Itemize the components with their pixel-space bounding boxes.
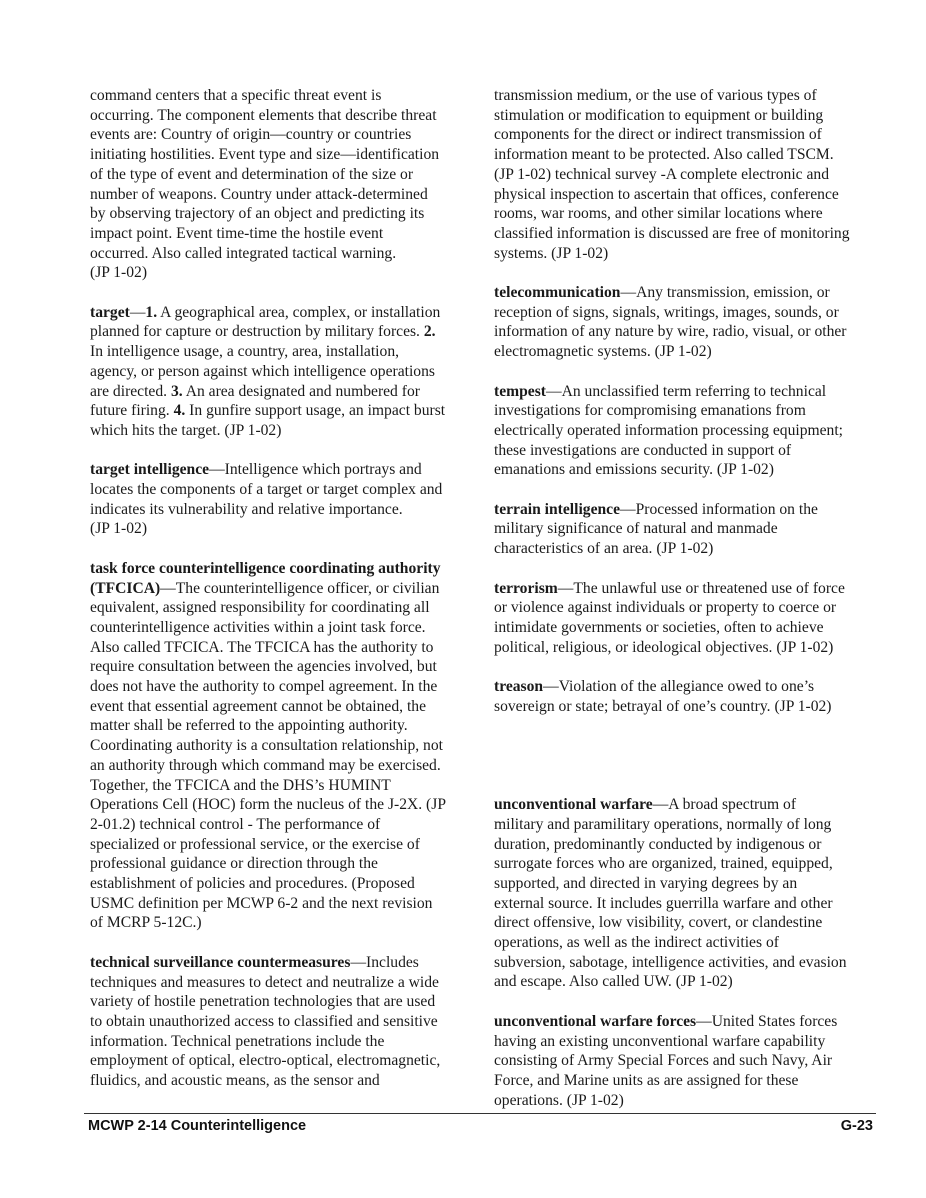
glossary-entry-unconventional-warfare: unconventional warfare—A broad spectrum of military and paramilitary operations, normally of long duration, predominantly conducted by indigenous or surrogate forces who are organized, trained, equipped, supported, and directed in varying degrees by an external source. It includes guerrilla warfare and other direct offensive, low visibility, covert, or clandestine operations, as well as the indirect activities of subversion, sabotage, intelligence activities, and evasion and escape. Also called UW. (JP 1-02) — [494, 795, 872, 992]
text-line: reception of signs, signals, writings, images, sounds, or — [494, 303, 839, 321]
continued-definition — [494, 86, 872, 263]
column-spacer — [494, 736, 872, 795]
footer-divider — [84, 1113, 876, 1114]
text-line: Coordinating authority is a consultation relationship, not — [90, 737, 443, 755]
text-line: these investigations are conducted in support of — [494, 441, 792, 459]
text-line: and escape. Also called UW. (JP 1-02) — [494, 973, 733, 991]
text-line: impact point. Event time-time the hostile event — [90, 224, 384, 242]
text-line: of the type of event and determination of the size or — [90, 165, 414, 183]
text-line: employment of optical, electro-optical, electromagnetic, — [90, 1052, 441, 1070]
glossary-term-abbrev: (TFCICA) — [90, 579, 161, 597]
text-line: military significance of natural and manmade — [494, 520, 778, 538]
text-line: does not have the authority to compel agreement. In the — [90, 678, 438, 696]
text-line: electrically operated information processing equipment; — [494, 421, 844, 439]
text-line: initiating hostilities. Event type and size—identification — [90, 146, 440, 164]
text-line: event that essential agreement cannot be obtained, the — [90, 697, 426, 715]
text-line: direct offensive, low visibility, covert, or clandestine — [494, 914, 823, 932]
text-line: subversion, sabotage, intelligence activities, and evasion — [494, 953, 847, 971]
text-line: (JP 1-02) technical survey -A complete electronic and — [494, 165, 829, 183]
page-number: G-23 — [840, 1118, 873, 1134]
text-line: duration, predominantly conducted by indigenous or — [494, 835, 822, 853]
glossary-entry-terrain-intelligence: terrain intelligence—Processed information on the military significance of natural and manmade characteristics of an area. (JP 1-02) — [494, 500, 872, 559]
glossary-term: unconventional warfare — [494, 796, 653, 814]
text-line: require consultation between the agencies involved, but — [90, 658, 437, 676]
text-line: counterintelligence activities within a joint task force. — [90, 618, 426, 636]
text-line: sovereign or state; betrayal of one’s country. (JP 1-02) — [494, 697, 832, 715]
text-line: Together, the TFCICA and the DHS’s HUMINT — [90, 776, 391, 794]
right-column — [494, 86, 872, 1130]
text-line: consisting of Army Special Forces and such Navy, Air — [494, 1052, 833, 1070]
glossary-term: unconventional warfare forces — [494, 1012, 697, 1030]
text-line: rooms, war rooms, and other similar locations where — [494, 205, 823, 223]
text-line: In intelligence usage, a country, area, installation, — [90, 343, 400, 361]
text-line: variety of hostile penetration technologies that are used — [90, 993, 436, 1011]
text-line: occurring. The component elements that describe threat — [90, 106, 437, 124]
glossary-term: target — [90, 303, 130, 321]
text-line: occurred. Also called integrated tactical warning. — [90, 244, 397, 262]
text-line: surrogate forces who are organized, trained, equipped, — [494, 855, 833, 873]
glossary-entry-tempest: tempest—An unclassified term referring to technical investigations for compromising emanations from electrically operated information processing equipment; these investigations are conducted in support of emanations and emissions security. (JP 1-02) — [494, 382, 872, 481]
text-line: operations, as well as the indirect activities of — [494, 934, 779, 952]
text-line: techniques and measures to detect and neutralize a wide — [90, 973, 439, 991]
text-line: (JP 1-02) — [90, 520, 148, 538]
continued-definition — [90, 86, 466, 283]
text-line: Also called TFCICA. The TFCICA has the authority to — [90, 638, 434, 656]
glossary-term: terrorism — [494, 579, 558, 597]
text-line: or violence against individuals or property to coerce or — [494, 599, 837, 617]
text-line: events are: Country of origin—country or countries — [90, 126, 412, 144]
text-line: political, religious, or ideological objectives. (JP 1-02) — [494, 638, 834, 656]
glossary-entry-terrorism: terrorism—The unlawful use or threatened use of force or violence against individuals or property to coerce or intimidate governments or societies, often to achieve political, religious, or ideological objectives. (JP 1-02) — [494, 579, 872, 658]
text-line: supported, and directed in varying degrees by an — [494, 874, 798, 892]
text-line: information. Technical penetrations include the — [90, 1032, 385, 1050]
text-line: specialized or professional service, or the exercise of — [90, 835, 420, 853]
glossary-entry-target: target—1. A geographical area, complex, or installation planned for capture or destruction by military forces. 2. In intelligence usage, a country, area, installation, agency, or person against which intelligence operations are directed. 3. An area designated and numbered for future firing. 4. In gunfire support usage, an impact burst which hits the target. (JP 1-02) — [90, 303, 466, 441]
text-line: of MCRP 5-12C.) — [90, 914, 202, 932]
text-line: by observing trajectory of an object and predicting its — [90, 205, 425, 223]
text-line: characteristics of an area. (JP 1-02) — [494, 540, 714, 558]
glossary-term: telecommunication — [494, 284, 621, 302]
text-line: components for the direct or indirect transmission of — [494, 126, 822, 144]
text-line: number of weapons. Country under attack-determined — [90, 185, 428, 203]
glossary-term: task force counterintelligence coordinating authority — [90, 559, 441, 577]
text-line: 2-01.2) technical control - The performance of — [90, 815, 381, 833]
text-line: emanations and emissions security. (JP 1-02) — [494, 461, 774, 479]
text-line: command centers that a specific threat event is — [90, 87, 382, 104]
text-line: an authority through which command may be exercised. — [90, 756, 441, 774]
left-column — [90, 86, 466, 1110]
glossary-entry-tscm: technical surveillance countermeasures—Includes techniques and measures to detect and neutralize a wide variety of hostile penetration technologies that are used to obtain unauthorized access to classified and sensitive information. Technical penetrations include the employment of optical, electro-optical, electromagnetic, fluidics, and acoustic means, as the sensor and — [90, 953, 466, 1091]
text-line: which hits the target. (JP 1-02) — [90, 421, 282, 439]
text-line: information meant to be protected. Also called TSCM. — [494, 146, 834, 164]
glossary-term: treason — [494, 678, 544, 696]
text-line: professional guidance or direction through the — [90, 855, 378, 873]
text-line: establishment of policies and procedures. (Proposed — [90, 875, 415, 893]
glossary-term: terrain intelligence — [494, 500, 621, 518]
glossary-entry-uw-forces: unconventional warfare forces—United States forces having an existing unconventional warfare capability consisting of Army Special Forces and such Navy, Air Force, and Marine units as are assigned for these operations. (JP 1-02) — [494, 1012, 872, 1111]
text-line: agency, or person against which intelligence operations — [90, 362, 435, 380]
glossary-term: tempest — [494, 382, 546, 400]
glossary-entry-target-intelligence: target intelligence—Intelligence which portrays and locates the components of a target or target complex and indicates its vulnerability and relative importance. (JP 1-02) — [90, 460, 466, 539]
text-line: equivalent, assigned responsibility for coordinating all — [90, 599, 430, 617]
glossary-entry-treason: treason—Violation of the allegiance owed to one’s sovereign or state; betrayal of one’s country. (JP 1-02) — [494, 677, 872, 716]
glossary-entry-telecommunication: telecommunication—Any transmission, emission, or reception of signs, signals, writings, images, sounds, or information of any nature by wire, radio, visual, or other electromagnetic systems. (JP 1-02) — [494, 283, 872, 362]
text-line: USMC definition per MCWP 6-2 and the next revision — [90, 894, 433, 912]
text-line: military and paramilitary operations, normally of long — [494, 815, 832, 833]
text-line: having an existing unconventional warfare capability — [494, 1032, 826, 1050]
text-line: investigations for compromising emanations from — [494, 402, 806, 420]
text-line: Operations Cell (HOC) form the nucleus of the J-2X. (JP — [90, 796, 446, 814]
text-line: indicates its vulnerability and relative importance. — [90, 500, 403, 518]
text-line: stimulation or modification to equipment or building — [494, 106, 824, 124]
text-line: external source. It includes guerrilla warfare and other — [494, 894, 833, 912]
text-line: electromagnetic systems. (JP 1-02) — [494, 343, 712, 361]
text-line: systems. (JP 1-02) — [494, 244, 609, 262]
text-line: intimidate governments or societies, often to achieve — [494, 618, 824, 636]
glossary-term: technical surveillance countermeasures — [90, 953, 351, 971]
text-line: fluidics, and acoustic means, as the sensor and — [90, 1072, 380, 1090]
glossary-term: target intelligence — [90, 461, 210, 479]
text-line: operations. (JP 1-02) — [494, 1091, 624, 1109]
text-line: matter shall be referred to the appointing authority. — [90, 717, 408, 735]
text-line: (JP 1-02) — [90, 264, 148, 282]
text-line: to obtain unauthorized access to classified and sensitive — [90, 1012, 438, 1030]
text-line: classified information is discussed are free of monitoring — [494, 224, 850, 242]
text-line: transmission medium, or the use of various types of — [494, 87, 817, 104]
text-line: Force, and Marine units as are assigned for these — [494, 1071, 799, 1089]
footer-publication-title: MCWP 2-14 Counterintelligence — [88, 1118, 307, 1134]
text-line: locates the components of a target or target complex and — [90, 481, 443, 499]
text-line: physical inspection to ascertain that offices, conference — [494, 185, 839, 203]
glossary-entry-tfcica: task force counterintelligence coordinating authority (TFCICA)—The counterintelligence officer, or civilian equivalent, assigned responsibility for coordinating all counterintelligence activities within a joint task force. Also called TFCICA. The TFCICA has the authority to require consultation between the agencies involved, but does not have the authority to compel agreement. In the event that essential agreement cannot be obtained, the matter shall be referred to the appointing authority. Coordinating authority is a consultation relationship, not an authority through which command may be exercised. Together, the TFCICA and the DHS’s HUMINT Operations Cell (HOC) form the nucleus of the J-2X. (JP 2-01.2) technical control - The performance of specialized or professional service, or the exercise of professional guidance or direction through the establishment of policies and procedures. (Proposed USMC definition per MCWP 6-2 and the next revision of MCRP 5-12C.) — [90, 559, 466, 933]
text-line: information of any nature by wire, radio, visual, or other — [494, 323, 847, 341]
